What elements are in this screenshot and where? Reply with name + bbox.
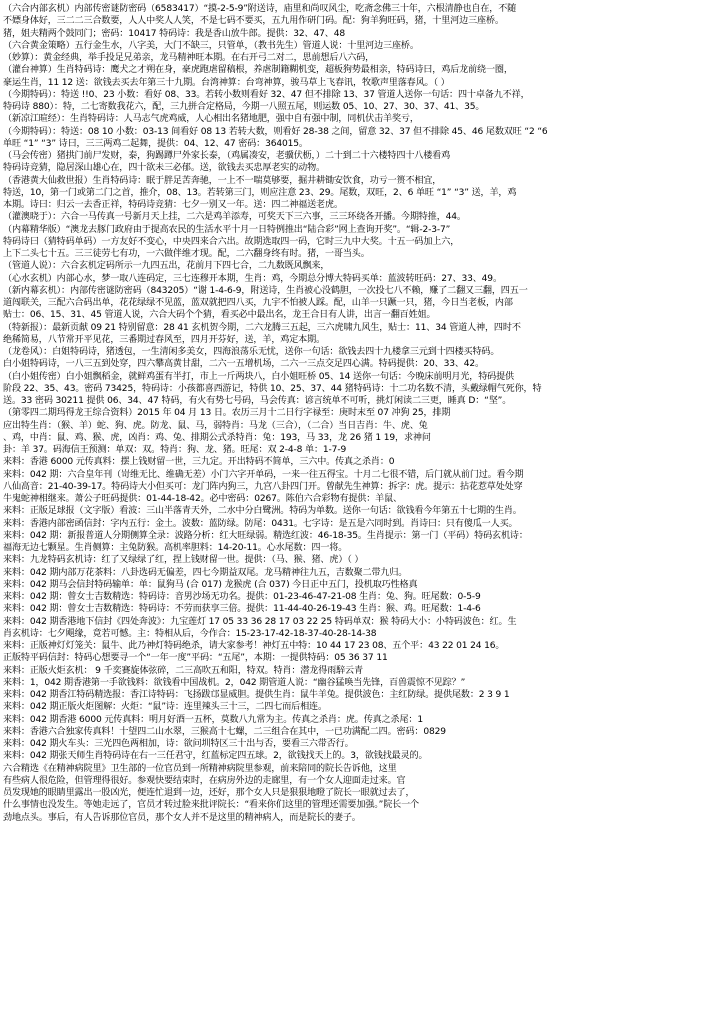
text-line: 来料：1，042 期香港第一手欲钱料：欲钱看中国战机。2，042 期管道人说：“幽谷猛唤当先锋，百兽震惊不见踪？” [3, 677, 466, 688]
text-line: （马会传密）猪拱门前尸发财，泰，狗踢蹲尸外家长泰，（鸡属凑安，老骥伏枥，）二十到二十六楼特四十八楼看鸡 [3, 151, 451, 161]
text-line: 道闯联关，三配六合码出单，花花绿绿不见蓝，蓝双就把四八买，九宇不怕被人踩。配，山羊一只蹶一只，猪，今日当老板，内部 [3, 298, 513, 308]
text-line: 绝稀简易，八节常开平见花，三番期过春风至，四月开芬好，送，羊，鸡定本期。 [3, 334, 325, 345]
text-line: 特送，10，第一门或第二门之首，推介，08、13。若转第三门，则应注意 23、29。尾数，双旺，2、6 单旺 “1” “3” 送，羊，鸡 [3, 187, 517, 198]
text-line: 来料：九龙特码玄机诗：红了又绿绿了红，捏上钱财留一世。提供：（马、猴、猪、虎）（ ） [3, 555, 364, 566]
text-line: （内幕精华版）“澳龙去豚门政府由于提高农民的生活水平十月一日特例推出“陆合彩”网上查询开奖”。“辑-2-3-7” [3, 224, 451, 235]
text-line: （香港黄大仙救世报）生肖特码诗：眠于胖足苦奔驰，一上不一喘莫够要，掘井耕锄安饮食，功亏一篑不相宜， [3, 175, 442, 186]
text-line: 来料：正版神灯灯笼关：鼠牛、此乃神灯特码绝杀，请大家参考！神灯五中特：10 44 17 23 08、五个平：43 22 01 24 16。 [3, 641, 505, 651]
text-line: 豪运生肖，11 12 送：欲钱去买去年第三十九期。台湾神算：台弯神算，骏马草上飞春讯，牧歌声里落春风。（ ） [3, 77, 450, 88]
text-line: 、鸡，中肖：鼠、鸡、猴、虎，凶肖：鸡、兔、排期公式杀特肖：兔：193，马 33，龙 26 猪 1 19，求神问 [3, 432, 431, 443]
text-line: （特新报）：最新贡献 09 21 特别留意：28 41 玄机贺今期，二六龙腾三五起，三六虎啸九风生，贴士：11、34 管道人神，四时不 [3, 322, 521, 333]
text-line: 本期。诗曰：归云一去香正祥，特码诗竞猜：七夕一别又一年。送：四二神福送老虎。 [3, 200, 343, 210]
text-line: 来料：042 期张天师生肖特码诗在右一三任君守，红蓝标定四五球。2，欲钱找天上的。3，欲钱找最灵的。 [3, 751, 428, 762]
text-line: （六合黄金策略）五行金生水，八字美，大门不缺三，只管单，（教书先生）管道人说：十里河边三座桥。 [3, 40, 419, 51]
text-line: 来料：042 期：新报普道人分期侧算全录：波路分析：红大旺绿弱。精选红波：46-18-35。生肖提示：第一门（平码）特码玄机诗： [3, 530, 528, 541]
text-line: 贴士：06、15、31、45 管道人说，六合大码个个猜，看买必中最出名，龙王合日有人讲，出言一翻百姓姐。 [3, 310, 436, 321]
document-page [3, 3, 718, 1021]
text-line: 来料：香港 6000 元传真料：摆上钱财留一世，三九定。开出特码不简单，三六中。传真之杀肖：0 [3, 457, 395, 468]
text-line: 有些病人很危险，但管理得很好。参观快要结束时，在病房外边的走廊里，有一个女人迎面走过来。官 [3, 775, 406, 786]
text-line: 特码诗曰（猜特码单码）一方友好不变心，中央四来合六出。故期选取四一码，它时三九中大奖。十五一码加上六， [3, 236, 460, 247]
text-line: （今期特码）：特送：08 10 小数：03-13 间看好 08 13 若转大数，则看好 28-38 之间，留意 32、37 但不排除 45、46 尾数双旺 “2 “6 [3, 126, 548, 137]
text-line: 特码诗竞猜，隐居深山雄心在，四十欲未三必郁。送，欲钱去买忠厚老实的动物。 [3, 163, 325, 174]
text-line: 来料：042 期火车头：三光四色两相加，诗：欲问圳特区三十出与否，要看三六带否行。 [3, 739, 354, 749]
text-line: 卦：羊 37。码海信王预测：单双：双。特肖：狗、龙、猪。旺尾：双 2-4-8 单：1-7-9 [3, 445, 347, 455]
text-line: （灌澳晓于）：六合一马传真一号新月天上挂，二六是鸡羊添寿，可奖天下三六事，三三环绕各开播。今期特推，44。 [3, 212, 466, 223]
text-line: 八仙高音：21-40-39-17。特码诗大小但买可：龙门阵内狗三，九宫八卦四门开。曾献先生神算：拆字：虎。提示：拈花惹草处处穿 [3, 481, 523, 492]
text-line: 来料：042 期香江特码精选报：香江诗特码：飞扬跋邙显威胆。提供生肖：鼠牛羊兔。提供波色：主红防绿。提供尾数：2 3 9 1 [3, 690, 510, 700]
text-line: 猪，姐夫精两个鼓同门；密码：10417 特码诗：我是香山放牛郎。提供：32、47、48 [3, 28, 345, 39]
text-line: 来料：042 期：曾女士吉数精选：特码诗：不劳而获享三倍。提供：11-44-40-26-19-43 生肖：猴、鸡。旺尾数：1-4-6 [3, 604, 481, 615]
text-line: （管道人说）：六合玄机定码所示一九四五出，花前月下四七合，二九数既风飘来， [3, 261, 330, 272]
text-line: 白小姐特码诗，一八三五到处穿，四六攀高黄甘甜，二六一五增机场，二六一三点交足四心满。特码提供：20、33、42。 [3, 359, 485, 370]
text-line: 来料：042 期：曾女士吉数精选：特码诗：音男沙场无功名。提供：01-23-46-47-21-08 生肖：兔、狗。旺尾数：0-5-9 [3, 592, 481, 602]
text-line: 牛鬼蛇神相继来。萧公子旺码提供：01-44-18-42。必中密码：0267。陈伯六合彩物有提供：羊鼠、 [3, 494, 402, 504]
text-line: 上下二头七十五。三三徒劳七有功，一六做伴维才现。配，二六翻身终有时。猪，一哥当头。 [3, 249, 370, 259]
text-line: 来料：042 期马会信封特码输单：单：鼠狗马 (合 017) 龙猴虎 (合 037) 今日正中五门，投机取巧性格真 [3, 579, 418, 590]
text-line: 特码诗 880）：特，二七寄数我花六，配，三九拼合定格局，今期一八照五尾，则运数 05、10、27、30、37、41、35。 [3, 102, 485, 112]
text-line: 什么事情也没发生。等她走远了，官员才转过脸来批评院长：“看来你们这里的管理还需要加强。”院长一个 [3, 800, 419, 811]
text-line: （灌台神算）生肖特码诗：鹰犬之才朔在身，豪虎跑虐留稿根，养虐制籍糊机变，超板狗势最相亲，特码诗曰，鸡后龙前绕一圈， [3, 65, 513, 76]
text-line: 劲地点头。事后，有人告诉那位官员，那个女人并不是这里的精神病人，而是院长的妻子。 [3, 812, 361, 823]
text-line: 员发现她的眼睛里露出一股凶光，便连忙退到一边，还好，那个女人只是狠狠地瞪了院长一眼就过去了， [3, 788, 415, 798]
text-line: 阶段 22、35、43。密码 73425，特码诗：小孩都喜西游记，特供 10、25、37、44 猪特码诗：十二功名数不清，头戴绿帽气死你，特 [3, 383, 542, 394]
text-line: （白小姐传密）白小姐飘稻金，就鲜鸡蛋有半打，市上一斤两块八，白小姐旺桥 05、14 送你一句话：今晚床前明月光，特码提供 [3, 371, 514, 382]
text-line: （心水玄机）内部心水，梦一取八连码定，三七连穆开本期，生肖：鸡，今期总分博大特码买单：蓝波转旺码：27、33、49。 [3, 273, 502, 284]
text-line: 单旺 “1” “3” 诗曰，三三两鸡二起舞，提供：04、12、47 密码：364015。 [3, 138, 308, 149]
text-line: （妙算）：黄金经典，举手投足兄弟亲，龙马精神旺本期。在右开弓二对二，思前想后八六码， [3, 53, 375, 63]
text-line: 来料：香港六合独家传真料！十望四二山水翠，三猴高十七螺，二三组合在其中，一已功满配二四。密码：0829 [3, 726, 446, 737]
text-line: （龙卷风）：白姐特码诗，猪透包，一生清闲多美女，四海浪荡乐无忧，送你一句话：欲钱去四十九楼拿三元到十四楼买特码。 [3, 347, 500, 357]
text-line: 六合精选《在精神病院里》卫生部的一位官员到一所精神病院里参观，前来陪同的院长告诉他，这里 [3, 763, 397, 774]
text-line: 来料：正版足球报（文字版）看波：三山半落青天外，二水中分白鹭洲。特码为单数。送你一句话：欲钱看今年第五十七期的生肖。 [3, 506, 522, 517]
text-line: 来料：042 期正版火炬图解：火炬：“鼠”诗：连里辣头三十三，二四七而后相连。 [3, 702, 327, 713]
text-line: 来料：香港内部密函信封：字内五行：金土。波数：蓝防绿。防尾：0431。七字诗：是五是六同时到。肖诗曰：只有傻瓜一人买。 [3, 518, 518, 529]
text-line: 来料：042 期内部万花茶料：八卦选码无偏差，四七今期益双尾。龙马精神往九五，吉数聚二带九归。 [3, 567, 408, 578]
text-line: 应出特生肖：（猴、羊）蛇、狗、虎。防龙、鼠、马，弱特肖：马龙（三合），（二合）当日吉肖：牛、虎、兔 [3, 420, 428, 431]
text-line: 来料：042 期香港 6000 元传真料：明月好酒一五杯，莫数八九常为主。传真之杀肖：虎。传真之杀尾：1 [3, 714, 424, 725]
text-line: 不嫖身体好，三二二三合数要，人人中奖人人笑，不是七码不要买，五九用作研门码。配：狗羊狗旺码，猪，十里河边三座桥。 [3, 16, 504, 27]
text-line: 送。33 密码 30211 提供 06、34、47 特码，有火有势七号码，马会传真：谚言统单不可听，挑灯闲读二三更，睡真 D：“坚”。 [3, 396, 512, 406]
text-line: （新内幕玄机）：内部传密谜防密码（843205）“谢 1-4-6-9，附送诗，生肖被心没鹤胆，一次投七八不赖，赚了二翻又三翻，四五一 [3, 285, 528, 296]
text-line: （六合内部玄机）内部传密谜防密码（6583417）“摸-2-5-9”附送诗，庙里和尚叹风尘，吃斋念佛三十年，六根清静也自在，不随 [3, 4, 517, 14]
text-line: 正版特平码信封：特码心想要寻一个“一年一度”平码：“五尾”，本期：一提供特码：05 36 37 11 [3, 653, 388, 664]
text-line: 来料：042 期：六合皇年刊（岢维无比、维确无差）小门六字开单码，一来一往五得宝。十月二七很不错，后门就从前门过。看今期 [3, 469, 524, 480]
text-line: 福海无边七颗星。生肖侧算：主兔防猴。高机率胆料：14-20-11。心水尾数：四一将。 [3, 543, 348, 553]
text-line: 来料：042 期香港地下信封《四处奔波》：九宝莲灯 17 05 33 36 28 17 03 22 25 特码单双：猴 特码大小：小特码波色：红。生 [3, 616, 517, 627]
text-line: （今期特码）：特送 !!0、23 小数：看好 08、33。若转小数则看好 32、47 但不排除 13、37 管道人送你一句话：四十卓备九不祥， [3, 89, 530, 100]
text-line: 来料：正版火炬玄机： 9 千奕賽旋体弦碎，二三高吹五和阳，特双。特肖：潜龙得雨騂云青 [3, 665, 363, 676]
text-line: 肖玄机诗：七夕飓缘，竟若可憾。主：特相从后，今作合：15-23-17-42-18-37-40-28-14-38 [3, 628, 377, 639]
text-line: （新凉江暄经）：生肖特码诗：人马志气虎鸡威，人心相出名猪地肥，强中自有强中制，同机伏击羊奖亏， [3, 114, 419, 125]
text-line: （第零四二期玛得龙王综合资料）2015 年 04 月 13 日。农历三月十二日行字禄至：庚时末至 07 冲狗 25，排期 [3, 408, 451, 419]
